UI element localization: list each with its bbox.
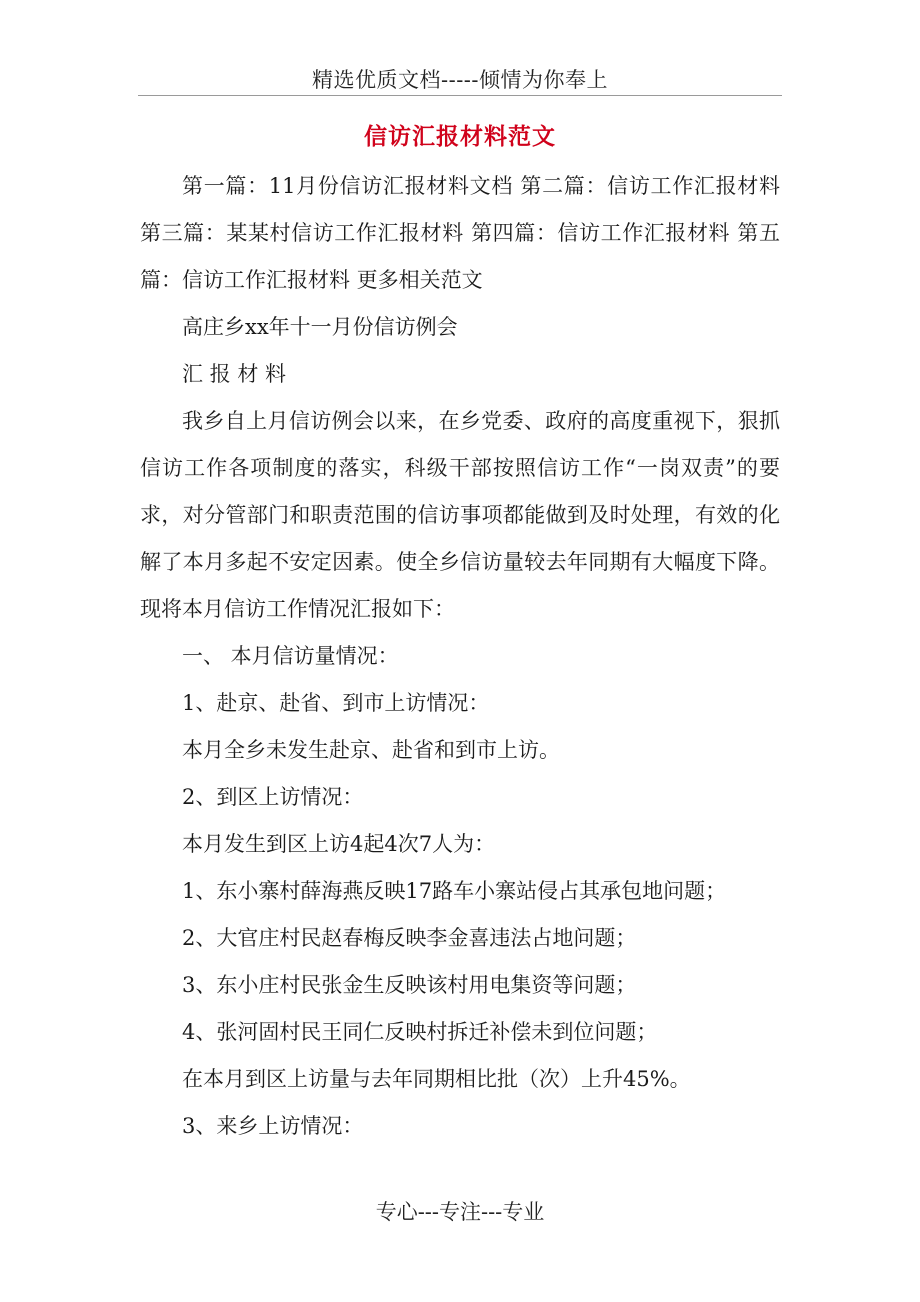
page-header: 精选优质文档-----倾情为你奉上 xyxy=(312,68,608,92)
paragraph-case-3: 3、东小庄村民张金生反映该村用电集资等问题； xyxy=(182,973,637,997)
document-title: 信访汇报材料范文 xyxy=(364,123,556,150)
paragraph-case-4: 4、张河固村民王同仁反映村拆迁补偿未到位问题； xyxy=(182,1020,658,1044)
header-divider xyxy=(138,95,782,96)
paragraph-report-heading: 汇 报 材 料 xyxy=(182,362,287,386)
paragraph-section-one: 一、 本月信访量情况： xyxy=(182,644,399,668)
paragraph-item-2: 2、到区上访情况： xyxy=(182,785,364,809)
paragraph-summary: 我乡自上月信访例会以来，在乡党委、政府的高度重视下，狠抓信访工作各项制度的落实，科级干部按照信访工作“一岗双责”的要求，对分管部门和职责范围的信访事项都能做到及时处理，有效的化解了本月多起不安定因素。使全乡信访量较去年同期有大幅度下降。现将本月信访工作情况汇报如下： xyxy=(140,409,780,621)
paragraph-intro: 第一篇：11月份信访汇报材料文档 第二篇：信访工作汇报材料 第三篇：某某村信访工作汇报材料 第四篇：信访工作汇报材料 第五篇：信访工作汇报材料 更多相关范文 xyxy=(140,174,780,292)
page-footer: 专心---专注---专业 xyxy=(375,1200,545,1224)
paragraph-item-1: 1、赴京、赴省、到市上访情况： xyxy=(182,691,490,715)
paragraph-item-1-detail: 本月全乡未发生赴京、赴省和到市上访。 xyxy=(182,738,560,762)
paragraph-meeting-title: 高庄乡xx年十一月份信访例会 xyxy=(182,315,458,339)
paragraph-case-2: 2、大官庄村民赵春梅反映李金喜违法占地问题； xyxy=(182,926,637,950)
paragraph-comparison: 在本月到区上访量与去年同期相比批（次）上升45%。 xyxy=(182,1067,691,1091)
document-body xyxy=(140,163,780,1150)
paragraph-item-3: 3、来乡上访情况： xyxy=(182,1114,364,1138)
paragraph-case-1: 1、东小寨村薛海燕反映17路车小寨站侵占其承包地问题； xyxy=(182,879,727,903)
paragraph-item-2-detail: 本月发生到区上访4起4次7人为： xyxy=(182,832,496,856)
